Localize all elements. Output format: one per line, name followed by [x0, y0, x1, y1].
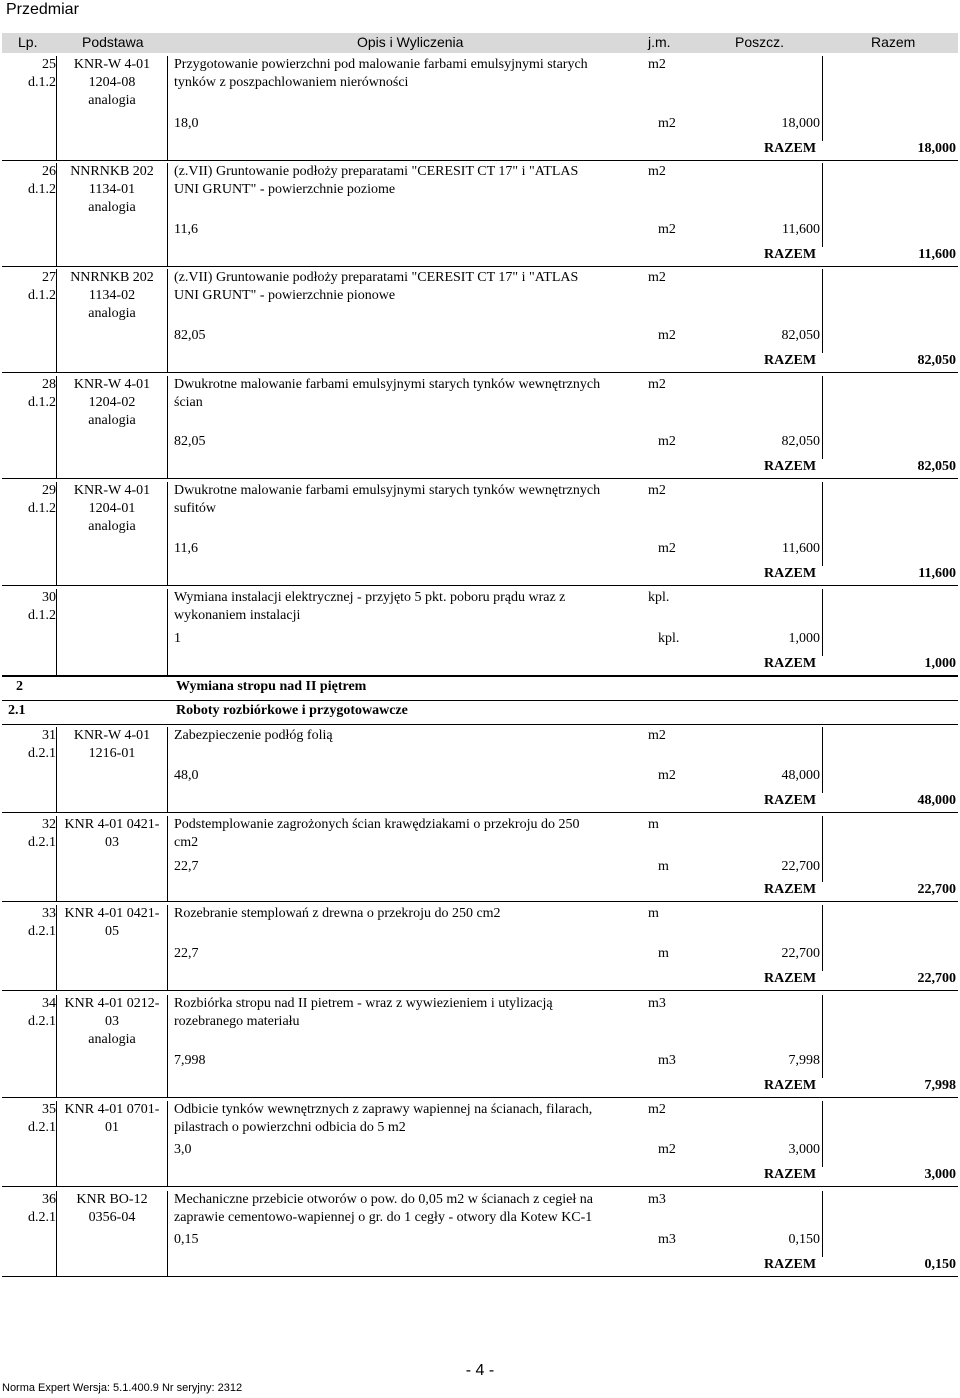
grid-line: [822, 376, 823, 459]
item-description: [174, 482, 642, 518]
podstawa-line: KNR-W 4-01: [73, 483, 151, 498]
podstawa-line: 1134-01: [88, 182, 136, 197]
item-chapter: d.2.1: [28, 1014, 56, 1029]
podstawa-line: 1204-02: [88, 395, 136, 410]
calc-quantity: 18,0: [174, 116, 199, 131]
section-divider: [2, 724, 958, 725]
podstawa-line: KNR 4-01 0701-: [64, 1102, 160, 1117]
item-chapter: d.2.1: [28, 746, 56, 761]
calc-value: 7,998: [788, 1053, 820, 1068]
podstawa-line: analogia: [88, 413, 136, 428]
item-unit: m2: [648, 377, 666, 392]
razem-label: RAZEM: [764, 566, 817, 581]
grid-line: [56, 56, 57, 160]
description-line: Dwukrotne malowanie farbami emulsyjnymi starych tynków wewnętrznych: [174, 483, 601, 498]
item-description: [174, 56, 642, 92]
razem-label: RAZEM: [764, 1078, 817, 1093]
description-line: Wymiana instalacji elektrycznej - przyjęto 5 pkt. poboru prądu wraz z: [174, 590, 566, 605]
item-description: [174, 727, 642, 745]
item-lp: [0, 1101, 56, 1137]
item-podstawa: [58, 163, 166, 217]
description-line: sufitów: [174, 501, 216, 516]
item-podstawa: [58, 905, 166, 941]
subsection-title: Roboty rozbiórkowe i przygotowawcze: [176, 703, 408, 718]
software-version: Norma Expert Wersja: 5.1.400.9 Nr seryjny: 2312: [2, 1382, 243, 1394]
razem-label: RAZEM: [764, 1167, 817, 1182]
calc-value: 48,000: [781, 768, 820, 783]
subsection-number: 2.1: [8, 703, 26, 718]
item-lp: [0, 727, 56, 763]
grid-line: [167, 589, 168, 675]
item-chapter: d.1.2: [28, 75, 56, 90]
item-number: 27: [42, 270, 56, 285]
razem-value: 7,998: [924, 1078, 956, 1093]
item-lp: [0, 995, 56, 1031]
item-number: 30: [42, 590, 56, 605]
grid-line: [167, 56, 168, 160]
razem-value: 22,700: [917, 971, 956, 986]
item-description: [174, 269, 642, 305]
item-podstawa: [58, 727, 166, 763]
calc-unit: m: [658, 946, 669, 961]
calc-quantity: 0,15: [174, 1232, 199, 1247]
item-chapter: d.1.2: [28, 182, 56, 197]
calc-value: 22,700: [781, 859, 820, 874]
grid-line: [56, 376, 57, 478]
row-divider: [2, 1097, 958, 1098]
razem-value: 18,000: [917, 141, 956, 156]
row-divider: [2, 266, 958, 267]
item-unit: m2: [648, 164, 666, 179]
item-unit: kpl.: [648, 590, 670, 605]
razem-value: 82,050: [917, 353, 956, 368]
grid-line: [56, 589, 57, 675]
item-podstawa: [58, 1101, 166, 1137]
calc-value: 0,150: [788, 1232, 820, 1247]
calc-value: 22,700: [781, 946, 820, 961]
grid-line: [822, 482, 823, 566]
podstawa-line: 1204-01: [88, 501, 136, 516]
calc-quantity: 22,7: [174, 859, 199, 874]
razem-label: RAZEM: [764, 793, 817, 808]
grid-line: [56, 1191, 57, 1276]
calc-quantity: 82,05: [174, 434, 206, 449]
podstawa-line: KNR 4-01 0421-: [64, 906, 160, 921]
podstawa-line: KNR-W 4-01: [73, 377, 151, 392]
razem-label: RAZEM: [764, 141, 817, 156]
calc-quantity: 7,998: [174, 1053, 206, 1068]
item-unit: m3: [648, 1192, 666, 1207]
podstawa-line: analogia: [88, 93, 136, 108]
table-header: [2, 33, 958, 53]
razem-label: RAZEM: [764, 656, 817, 671]
description-line: wykonaniem instalacji: [174, 608, 301, 623]
description-line: ścian: [174, 395, 203, 410]
item-chapter: d.2.1: [28, 835, 56, 850]
description-line: tynków z poszpachlowaniem nierówności: [174, 75, 409, 90]
grid-line: [167, 482, 168, 585]
description-line: Rozbiórka stropu nad II pietrem - wraz z wywiezieniem i utylizacją: [174, 996, 553, 1011]
grid-line: [56, 269, 57, 372]
calc-quantity: 1: [174, 631, 181, 646]
grid-line: [167, 376, 168, 478]
header-podstawa: Podstawa: [82, 34, 144, 50]
calc-unit: m2: [658, 1142, 676, 1157]
item-description: [174, 816, 642, 852]
item-lp: [0, 482, 56, 518]
calc-unit: m2: [658, 328, 676, 343]
calc-value: 1,000: [788, 631, 820, 646]
item-lp: [0, 56, 56, 92]
description-line: Zabezpieczenie podłóg folią: [174, 728, 333, 743]
podstawa-line: 03: [105, 835, 119, 850]
grid-line: [822, 56, 823, 141]
item-unit: m: [648, 817, 659, 832]
grid-line: [167, 1191, 168, 1276]
item-chapter: d.1.2: [28, 501, 56, 516]
item-number: 32: [42, 817, 56, 832]
item-number: 29: [42, 483, 56, 498]
grid-line: [822, 727, 823, 793]
item-lp: [0, 376, 56, 412]
item-lp: [0, 163, 56, 199]
podstawa-line: NNRNKB 202: [70, 270, 154, 285]
grid-line: [167, 816, 168, 901]
item-lp: [0, 269, 56, 305]
page-number: - 4 -: [465, 1362, 495, 1379]
calc-quantity: 22,7: [174, 946, 199, 961]
grid-line: [167, 905, 168, 990]
description-line: Mechaniczne przebicie otworów o pow. do 0,05 m2 w ścianach z cegieł na: [174, 1192, 593, 1207]
razem-label: RAZEM: [764, 459, 817, 474]
description-line: pilastrach o powierzchni odbicia do 5 m2: [174, 1120, 406, 1135]
podstawa-line: KNR-W 4-01: [73, 728, 151, 743]
description-line: Odbicie tynków wewnętrznych z zaprawy wapiennej na ścianach, filarach,: [174, 1102, 593, 1117]
item-unit: m2: [648, 483, 666, 498]
item-description: [174, 589, 642, 625]
item-podstawa: [58, 269, 166, 323]
podstawa-line: 1204-08: [88, 75, 136, 90]
grid-line: [822, 589, 823, 656]
item-podstawa: [58, 1191, 166, 1227]
razem-value: 11,600: [918, 566, 956, 581]
item-chapter: d.1.2: [28, 395, 56, 410]
razem-label: RAZEM: [764, 971, 817, 986]
razem-value: 11,600: [918, 247, 956, 262]
item-unit: m2: [648, 1102, 666, 1117]
item-lp: [0, 905, 56, 941]
calc-unit: m: [658, 859, 669, 874]
item-number: 28: [42, 377, 56, 392]
podstawa-line: 05: [105, 924, 119, 939]
item-podstawa: [58, 995, 166, 1049]
item-chapter: d.2.1: [28, 1210, 56, 1225]
razem-value: 3,000: [924, 1167, 956, 1182]
podstawa-line: 1134-02: [88, 288, 136, 303]
item-number: 36: [42, 1192, 56, 1207]
grid-line: [822, 1191, 823, 1257]
item-podstawa: [58, 482, 166, 536]
item-description: [174, 905, 642, 923]
grid-line: [56, 727, 57, 812]
grid-line: [822, 1101, 823, 1167]
item-unit: m2: [648, 57, 666, 72]
podstawa-line: 01: [105, 1120, 119, 1135]
item-description: [174, 163, 642, 199]
description-line: Rozebranie stemplowań z drewna o przekroju do 250 cm2: [174, 906, 501, 921]
item-description: [174, 376, 642, 412]
razem-label: RAZEM: [764, 353, 817, 368]
calc-quantity: 11,6: [174, 222, 198, 237]
grid-line: [56, 482, 57, 585]
grid-line: [167, 1101, 168, 1186]
calc-value: 18,000: [781, 116, 820, 131]
item-unit: m: [648, 906, 659, 921]
razem-label: RAZEM: [764, 1257, 817, 1272]
item-unit: m2: [648, 270, 666, 285]
item-number: 25: [42, 57, 56, 72]
item-lp: [0, 1191, 56, 1227]
podstawa-line: 1216-01: [88, 746, 136, 761]
grid-line: [56, 1101, 57, 1186]
description-line: zaprawie cementowo-wapiennej o gr. do 1 cegły - otwory dla Kotew KC-1: [174, 1210, 593, 1225]
calc-value: 11,600: [782, 222, 820, 237]
calc-quantity: 82,05: [174, 328, 206, 343]
grid-line: [822, 163, 823, 247]
item-chapter: d.1.2: [28, 288, 56, 303]
item-chapter: d.2.1: [28, 1120, 56, 1135]
grid-line: [167, 163, 168, 266]
item-number: 33: [42, 906, 56, 921]
row-divider: [2, 1276, 958, 1277]
item-chapter: d.1.2: [28, 608, 56, 623]
row-divider: [2, 372, 958, 373]
calc-unit: m2: [658, 768, 676, 783]
calc-value: 82,050: [781, 328, 820, 343]
section-title: Wymiana stropu nad II piętrem: [176, 679, 367, 694]
grid-line: [56, 163, 57, 266]
item-podstawa: [58, 816, 166, 852]
section-divider: [2, 700, 958, 701]
header-razem: Razem: [871, 34, 916, 50]
podstawa-line: KNR 4-01 0421-: [64, 817, 160, 832]
razem-value: 0,150: [924, 1257, 956, 1272]
grid-line: [822, 816, 823, 882]
description-line: (z.VII) Gruntowanie podłoży preparatami "CERESIT CT 17" i "ATLAS: [174, 270, 579, 285]
razem-label: RAZEM: [764, 247, 817, 262]
item-unit: m3: [648, 996, 666, 1011]
grid-line: [167, 269, 168, 372]
header-poszcz: Poszcz.: [735, 34, 785, 50]
item-number: 35: [42, 1102, 56, 1117]
razem-value: 22,700: [917, 882, 956, 897]
calc-unit: m2: [658, 222, 676, 237]
calc-quantity: 11,6: [174, 541, 198, 556]
item-number: 31: [42, 728, 56, 743]
header-jm: j.m.: [648, 34, 671, 50]
podstawa-line: NNRNKB 202: [70, 164, 154, 179]
description-line: Dwukrotne malowanie farbami emulsyjnymi starych tynków wewnętrznych: [174, 377, 601, 392]
grid-line: [822, 269, 823, 353]
item-description: [174, 995, 642, 1031]
podstawa-line: analogia: [88, 519, 136, 534]
razem-value: 82,050: [917, 459, 956, 474]
description-line: Przygotowanie powierzchni pod malowanie farbami emulsyjnymi starych: [174, 57, 588, 72]
item-chapter: d.2.1: [28, 924, 56, 939]
item-lp: [0, 589, 56, 625]
item-description: [174, 1101, 642, 1137]
section-number: 2: [16, 679, 23, 694]
header-lp: Lp.: [18, 34, 38, 50]
podstawa-line: analogia: [88, 1032, 136, 1047]
calc-quantity: 48,0: [174, 768, 199, 783]
row-divider: [2, 901, 958, 902]
item-unit: m2: [648, 728, 666, 743]
row-divider: [2, 585, 958, 586]
calc-unit: m2: [658, 541, 676, 556]
calc-unit: m2: [658, 434, 676, 449]
podstawa-line: analogia: [88, 306, 136, 321]
calc-unit: kpl.: [658, 631, 680, 646]
podstawa-line: KNR-W 4-01: [73, 57, 151, 72]
description-line: cm2: [174, 835, 199, 850]
grid-line: [167, 727, 168, 812]
calc-unit: m2: [658, 116, 676, 131]
razem-value: 48,000: [917, 793, 956, 808]
grid-line: [56, 816, 57, 901]
podstawa-line: 0356-04: [88, 1210, 136, 1225]
row-divider: [2, 478, 958, 479]
grid-line: [822, 905, 823, 971]
podstawa-line: analogia: [88, 200, 136, 215]
razem-value: 1,000: [924, 656, 956, 671]
row-divider: [2, 812, 958, 813]
item-podstawa: [58, 56, 166, 110]
row-divider: [2, 160, 958, 161]
calc-value: 11,600: [782, 541, 820, 556]
description-line: Podstemplowanie zagrożonych ścian krawędziakami o przekroju do 250: [174, 817, 580, 832]
item-description: [174, 1191, 642, 1227]
grid-line: [822, 995, 823, 1078]
page-title: Przedmiar: [6, 1, 79, 18]
description-line: rozebranego materiału: [174, 1014, 300, 1029]
calc-value: 3,000: [788, 1142, 820, 1157]
description-line: UNI GRUNT" - powierzchnie poziome: [174, 182, 396, 197]
section-divider: [2, 676, 958, 677]
podstawa-line: 03: [105, 1014, 119, 1029]
calc-quantity: 3,0: [174, 1142, 192, 1157]
calc-value: 82,050: [781, 434, 820, 449]
calc-unit: m3: [658, 1232, 676, 1247]
grid-line: [56, 905, 57, 990]
item-podstawa: [58, 376, 166, 430]
header-opis: Opis i Wyliczenia: [357, 34, 464, 50]
row-divider: [2, 1186, 958, 1187]
podstawa-line: KNR BO-12: [76, 1192, 148, 1207]
description-line: (z.VII) Gruntowanie podłoży preparatami "CERESIT CT 17" i "ATLAS: [174, 164, 579, 179]
grid-line: [56, 995, 57, 1097]
item-number: 26: [42, 164, 56, 179]
razem-label: RAZEM: [764, 882, 817, 897]
grid-line: [167, 995, 168, 1097]
item-lp: [0, 816, 56, 852]
description-line: UNI GRUNT" - powierzchnie pionowe: [174, 288, 396, 303]
podstawa-line: KNR 4-01 0212-: [64, 996, 160, 1011]
calc-unit: m3: [658, 1053, 676, 1068]
item-number: 34: [42, 996, 56, 1011]
row-divider: [2, 990, 958, 991]
